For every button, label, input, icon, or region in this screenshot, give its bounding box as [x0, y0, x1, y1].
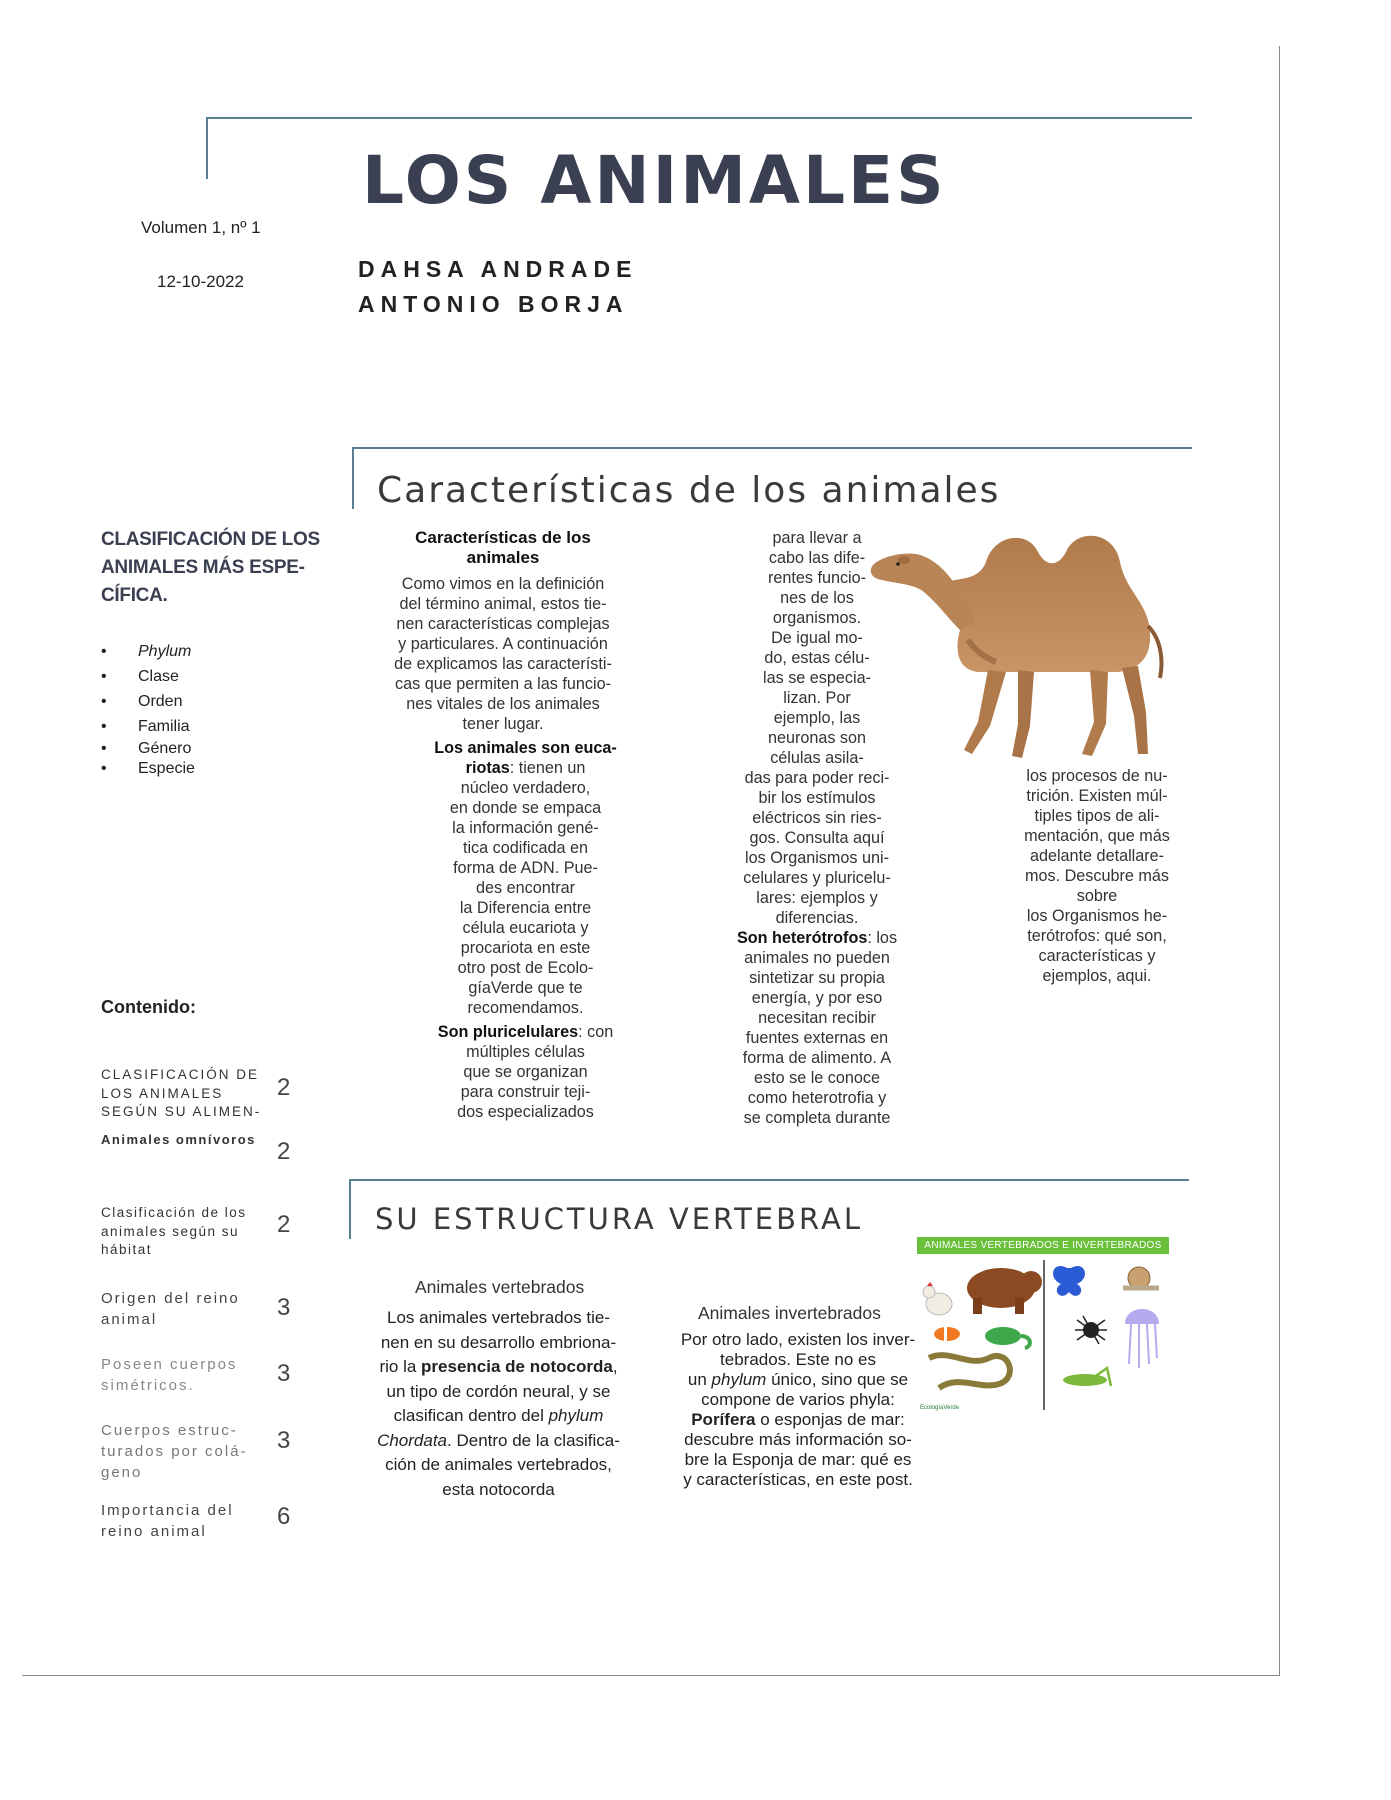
article-column-1: Características de los animales Como vimos en la definición del término animal, estos tie- nen características complejas y particulares. A continuación de explicamos las característi- cas que permiten a las funcio- nes vitales de los animales tener lugar. Los animales son euca- riotas: tienen un núcleo verdadero, en donde se empaca la información gené- tica codificada en forma de ADN. Pue- des encontrar la Diferencia entre célula eucariota y procariota en este otro post de Ecolo- gíaVerde que te recomendamos. Son pluricelulares: con múltiples células que se organizan para construir teji- dos especializados	[377, 528, 629, 1122]
invertebrados-paragraph: Por otro lado, existen los inver- tebrados. Este no es un phylum único, sino que se compone de varios phyla: Porífera o esponjas de mar: descubre más información so- bre la Esponja de mar: qué es y características, en este post.	[680, 1330, 916, 1489]
page-edge-right	[1279, 46, 1280, 1676]
vertebrados-paragraph: Los animales vertebrados tie- nen en su desarrollo embriona- rio la presencia de notocorda, un tipo de cordón neural, y se clasifican dentro del phylum Chordata. Dentro de la clasifica- ción de animales vertebrados, esta notocorda	[377, 1308, 620, 1499]
section-rule	[352, 447, 1192, 449]
figure-banner: ANIMALES VERTEBRADOS E INVERTEBRADOS	[917, 1237, 1169, 1254]
sidebar-heading: CLASIFICACIÓN DE LOS ANIMALES MÁS ESPE- CÍFICA.	[101, 529, 320, 606]
section-rule-vertical	[349, 1179, 351, 1239]
page-edge-bottom	[22, 1675, 1280, 1676]
toc-page-number[interactable]: 2	[277, 1074, 291, 1101]
toc-entry-label[interactable]: Poseen cuerpos simétricos.	[101, 1356, 238, 1394]
list-item: • Clase	[101, 664, 195, 689]
section-rule	[349, 1179, 1189, 1181]
toc-entry-label[interactable]: Importancia del reino animal	[101, 1502, 234, 1540]
section-heading-caracteristicas: Características de los animales	[377, 470, 1001, 511]
heterotrofos-paragraph: Son heterótrofos: los animales no pueden sintetizar su propia energía, y por eso necesitan recibir fuentes externas en forma de alimento. A esto se le conoce como heterotrofia y se completa durante	[736, 929, 898, 1127]
taxonomy-list	[101, 639, 195, 779]
toc-page-number[interactable]: 3	[277, 1294, 291, 1321]
volume-label: Volumen 1, nº 1	[141, 218, 261, 237]
toc-entry-label[interactable]: Clasificación de los animales según su hábitat	[101, 1205, 247, 1257]
toc-entry-label[interactable]: CLASIFICACIÓN DE LOS ANIMALES SEGÚN SU ALIMEN-	[101, 1067, 262, 1119]
author-name: ANTONIO BORJA	[358, 291, 629, 317]
article-column-3: los procesos de nu- trición. Existen múl- tiples tipos de ali- mentación, que más adelante detallare- mos. Descubre más sobre los Organismos he- terótrofos: qué son, características y ejemplos, aqui.	[1024, 767, 1170, 985]
toc-page-number[interactable]: 3	[277, 1360, 291, 1387]
toc-page-number[interactable]: 6	[277, 1503, 291, 1530]
animals-illustration	[917, 1254, 1169, 1413]
invertebrados-title: Animales invertebrados	[698, 1303, 881, 1323]
page-title: LOS ANIMALES	[362, 142, 947, 219]
toc-entry-label[interactable]: Origen del reino animal	[101, 1290, 240, 1328]
vertebrates-figure	[917, 1237, 1169, 1413]
list-item: • Phylum	[101, 639, 195, 664]
header-rule	[206, 117, 1192, 119]
eucariotas-paragraph: Los animales son euca- riotas: tienen un núcleo verdadero, en donde se empaca la información gené- tica codificada en forma de ADN. Pue- des encontrar la Diferencia entre célula eucariota y procariota en este otro post de Ecolo- gíaVerde que te recomendamos.	[434, 739, 617, 1017]
pluricelulares-paragraph: Son pluricelulares: con múltiples células que se organizan para construir teji- dos especializados	[437, 1023, 614, 1121]
header-rule-vertical	[206, 117, 208, 179]
figure-credit: EcologíaVerde	[920, 1405, 960, 1411]
author-name: DAHSA ANDRADE	[358, 256, 638, 282]
vertebrados-title: Animales vertebrados	[415, 1277, 585, 1297]
camel-image	[868, 522, 1190, 766]
intro-paragraph: Como vimos en la definición del término animal, estos tie- nen características complejas y particulares. A continuación de explicamos las característi- cas que permiten a las funcio- nes vitales de los animales tener lugar.	[394, 575, 612, 733]
contents-title: Contenido:	[101, 997, 196, 1017]
list-item: • Orden	[101, 689, 195, 714]
toc-entry-label[interactable]: Animales omnívoros	[101, 1132, 256, 1147]
section-rule-vertical	[352, 447, 354, 509]
toc-page-number[interactable]: 2	[277, 1211, 291, 1238]
section-heading-estructura: SU ESTRUCTURA VERTEBRAL	[375, 1202, 863, 1236]
list-item: • Género	[101, 739, 195, 759]
toc-entry-label[interactable]: Cuerpos estruc- turados por colá- geno	[101, 1422, 248, 1481]
functions-paragraph: para llevar a cabo las dife- rentes funcio- nes de los organismos. De igual mo- do, estas célu- las se especia- lizan. Por ejemplo, las neuronas son células asila- das para poder reci- bir los estímulos eléctricos sin ries- gos. Consulta aquí los Organismos uni- celulares y pluricelu- lares: ejemplos y diferencias.	[743, 529, 891, 927]
toc-page-number[interactable]: 3	[277, 1427, 291, 1454]
issue-date: 12-10-2022	[157, 272, 244, 291]
list-item: • Especie	[101, 759, 195, 779]
list-item: • Familia	[101, 714, 195, 739]
toc-page-number[interactable]: 2	[277, 1138, 291, 1165]
